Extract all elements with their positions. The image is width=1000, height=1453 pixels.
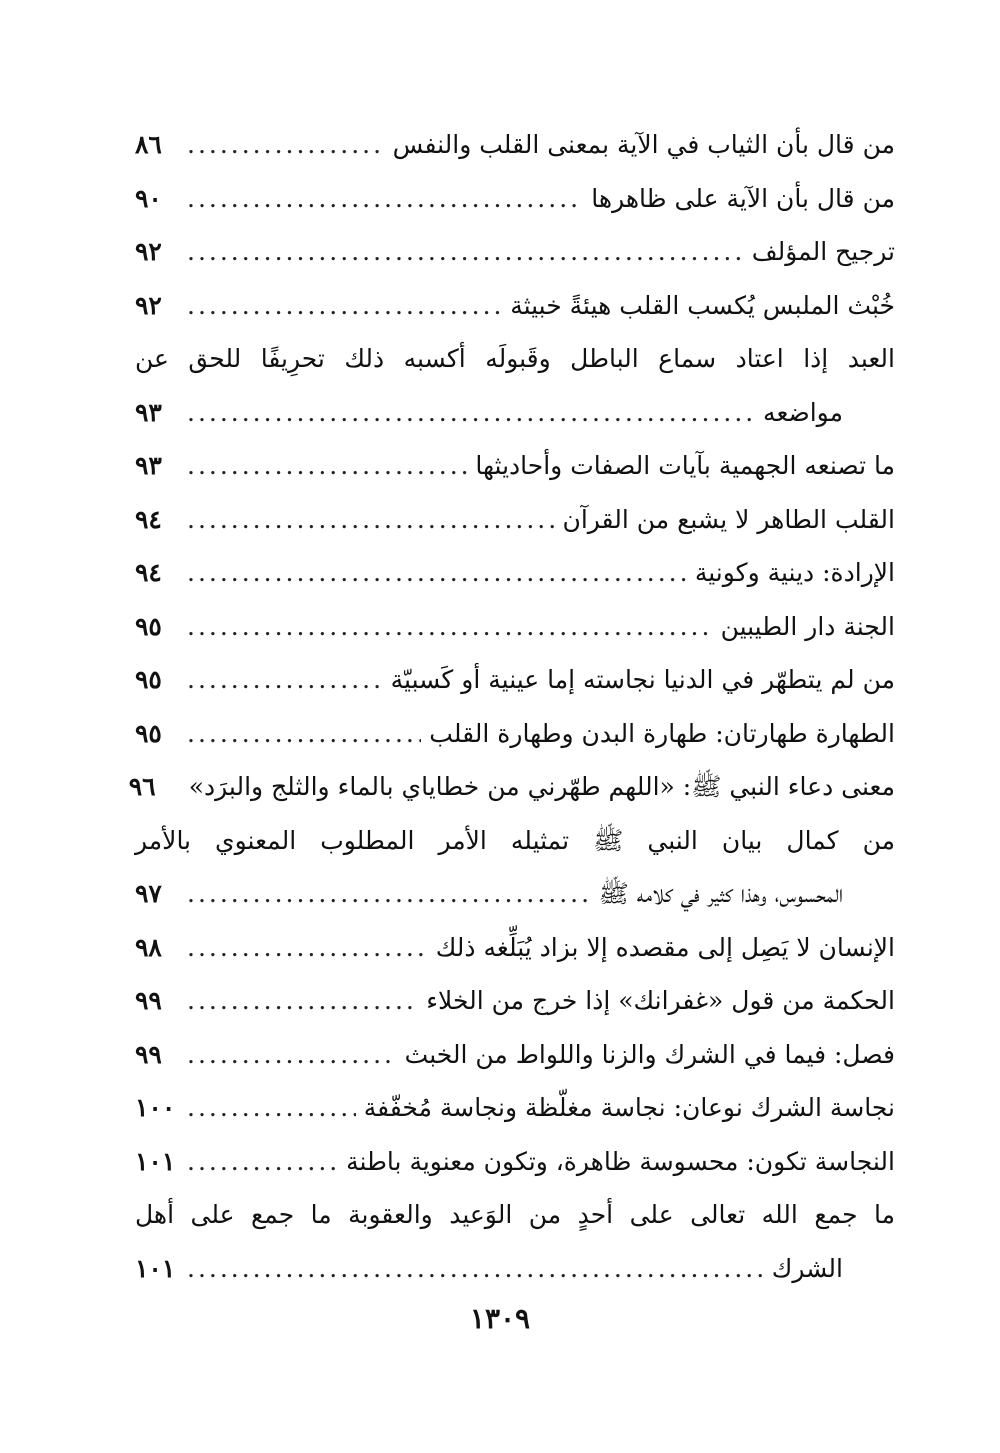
toc-entry-page: ١٠١ [135, 1146, 176, 1176]
toc-entry-line1[interactable] [135, 814, 895, 868]
toc-entry[interactable] [135, 225, 895, 279]
toc-entry-page: ١٠٠ [135, 1093, 176, 1122]
dot-leader [187, 1081, 356, 1135]
toc-entry-page: ٩٦ [128, 772, 156, 801]
toc-entry[interactable] [135, 279, 895, 333]
dot-leader [187, 225, 744, 279]
toc-entry-title: خُبْث الملبس يُكسب القلب هيئةً خبيثة [510, 290, 895, 320]
toc-entry-page: ٩٣ [135, 397, 162, 427]
dot-leader [187, 921, 428, 975]
toc-entry-title: الطهارة طهارتان: طهارة البدن وطهارة القلب [429, 718, 895, 748]
dot-leader [187, 439, 467, 493]
toc-entry-page: ٩٩ [135, 1039, 162, 1069]
toc-entry[interactable] [135, 653, 895, 707]
toc-entry-page: ٩٥ [135, 611, 162, 641]
toc-entry[interactable] [135, 172, 895, 226]
dot-leader [187, 493, 554, 547]
toc-entry-page: ٩٥ [135, 665, 162, 694]
toc-entry[interactable] [128, 760, 895, 814]
toc-entry-page: ٩٤ [135, 504, 162, 534]
toc-entry-page: ٩٨ [135, 932, 162, 962]
toc-entry[interactable] [135, 1028, 895, 1082]
dot-leader [187, 1028, 397, 1082]
dot-leader [187, 600, 713, 654]
toc-entry-page: ٩٥ [135, 718, 162, 748]
toc-entry-title: المحسوس، وهذا كثير في كلامه ﷺ [598, 879, 843, 908]
dot-leader [187, 118, 385, 172]
toc-entry-page: ١٠١ [135, 1253, 176, 1283]
dot-leader [187, 867, 591, 921]
toc-entry[interactable] [135, 1242, 895, 1296]
toc-entry-title: النجاسة تكون: محسوسة ظاهرة، وتكون معنوية باطنة [346, 1146, 895, 1176]
toc-entry-title: فصل: فيما في الشرك والزنا واللواط من الخبث [404, 1039, 895, 1069]
toc-entry[interactable] [135, 867, 895, 921]
toc-entry[interactable] [135, 707, 895, 761]
toc-entry[interactable] [135, 118, 895, 172]
toc-entry-title: من قال بأن الثياب في الآية بمعنى القلب والنفس [392, 130, 895, 159]
dot-leader [187, 974, 418, 1028]
toc-entry-page: ٩٠ [135, 183, 162, 213]
toc-entry[interactable] [135, 493, 895, 547]
toc-entry-title: من لم يتطهّر في الدنيا نجاسته إما عينية أو كَسبيّة [390, 665, 895, 694]
toc-entry-title: ما تصنعه الجهمية بآيات الصفات وأحاديثها [475, 451, 895, 480]
dot-leader [187, 1242, 764, 1296]
toc-entry-page: ٨٦ [135, 130, 162, 159]
toc-entry-title: معنى دعاء النبي ﷺ: «اللهم طهّرني من خطاياي بالماء والثلج والبرَد» [188, 772, 895, 801]
toc-entry-title-line1: ما جمع الله تعالى على أحدٍ من الوَعيد والعقوبة ما جمع على أهل [135, 1200, 895, 1229]
toc-entry-line1[interactable] [135, 332, 895, 386]
table-of-contents [128, 118, 895, 1295]
toc-entry[interactable] [135, 974, 895, 1028]
toc-entry-title: نجاسة الشرك نوعان: نجاسة مغلّظة ونجاسة مُخفّفة [363, 1093, 895, 1122]
toc-entry-title: القلب الطاهر لا يشبع من القرآن [562, 504, 895, 534]
toc-entry[interactable] [135, 921, 895, 975]
dot-leader [187, 1135, 338, 1189]
toc-entry[interactable] [135, 600, 895, 654]
toc-entry-title: الإرادة: دينية وكونية [694, 558, 895, 587]
toc-entry-title: الإنسان لا يَصِل إلى مقصده إلا بزاد يُبَلِّغه ذلك [435, 932, 895, 962]
toc-entry-title: مواضعه [763, 397, 843, 427]
toc-entry[interactable] [135, 1081, 895, 1135]
toc-entry-page: ٩٧ [135, 879, 162, 908]
page-number: ١٣٠٩ [469, 1302, 531, 1335]
toc-entry-title-line1: العبد إذا اعتاد سماع الباطل وقَبولَه أكسبه ذلك تحرِيفًا للحق عن [135, 344, 895, 373]
toc-entry-line1[interactable] [135, 1188, 895, 1242]
dot-leader [187, 279, 502, 333]
toc-entry-page: ٩٩ [135, 986, 162, 1015]
dot-leader [187, 386, 755, 440]
toc-entry[interactable] [135, 439, 895, 493]
toc-entry-page: ٩٢ [135, 237, 162, 266]
toc-entry-title: الشرك [771, 1253, 843, 1283]
dot-leader [187, 653, 383, 707]
toc-entry-page: ٩٣ [135, 451, 162, 480]
toc-entry-page: ٩٢ [135, 290, 162, 320]
toc-entry-title: الحكمة من قول «غفرانك» إذا خرج من الخلاء [426, 986, 895, 1015]
toc-entry[interactable] [135, 546, 895, 600]
toc-entry-title: الجنة دار الطيبين [720, 611, 895, 641]
toc-entry[interactable] [135, 386, 895, 440]
toc-entry[interactable] [135, 1135, 895, 1189]
dot-leader [187, 172, 583, 226]
toc-entry-page: ٩٤ [135, 558, 162, 587]
dot-leader [187, 546, 687, 600]
toc-entry-title: ترجيح المؤلف [751, 237, 895, 266]
toc-entry-title-line1: من كمال بيان النبي ﷺ تمثيله الأمر المطلوب المعنوي بالأمر [135, 825, 895, 855]
toc-entry-title: من قال بأن الآية على ظاهرها [591, 183, 895, 213]
dot-leader [187, 707, 421, 761]
